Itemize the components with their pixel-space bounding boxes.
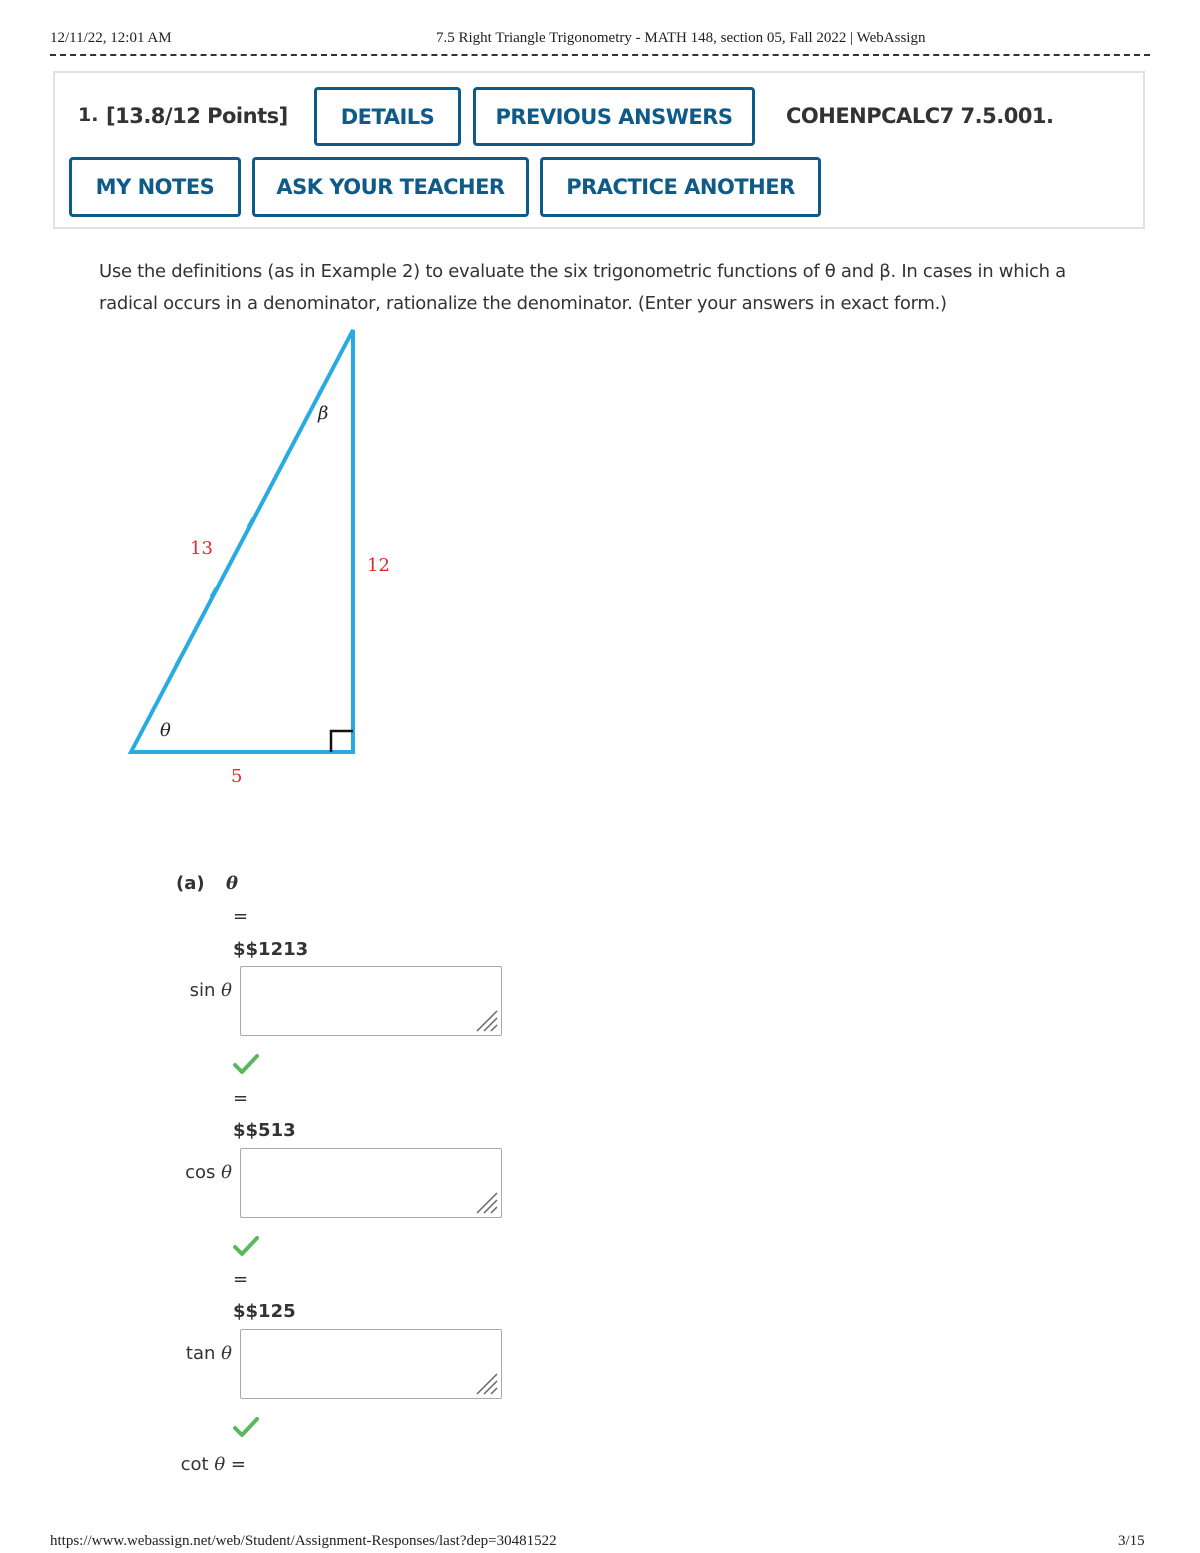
resize-handle-icon[interactable]: [473, 1370, 499, 1396]
instruction-line-2: radical occurs in a denominator, rationalize the denominator. (Enter your answers in exact form.): [99, 293, 947, 314]
tan-answer-input[interactable]: [240, 1329, 502, 1399]
question-points: [13.8/12 Points]: [106, 104, 288, 128]
equals-sign: =: [233, 906, 249, 927]
equals-sign: =: [233, 1088, 249, 1109]
details-button[interactable]: DETAILS: [314, 87, 461, 146]
hypotenuse-label: 13: [190, 538, 213, 559]
correct-check-icon: [232, 1234, 260, 1258]
resize-handle-icon[interactable]: [473, 1007, 499, 1033]
tan-answer-text: $$125: [233, 1301, 296, 1322]
right-angle-marker: [331, 731, 353, 752]
base-label: 5: [231, 766, 243, 787]
ask-your-teacher-button[interactable]: ASK YOUR TEACHER: [252, 157, 529, 217]
print-page-number: 3/15: [1118, 1533, 1145, 1549]
question-id: COHENPCALC7 7.5.001.: [786, 104, 1054, 128]
cos-theta-label: cos θ: [185, 1162, 232, 1183]
part-a-theta: θ: [226, 873, 239, 894]
previous-answers-button[interactable]: PREVIOUS ANSWERS: [473, 87, 755, 146]
print-page-title: 7.5 Right Triangle Trigonometry - MATH 148, section 05, Fall 2022 | WebAssign: [436, 30, 926, 46]
sin-answer-input[interactable]: [240, 966, 502, 1036]
tan-theta-label: tan θ: [185, 1343, 232, 1364]
question-number: 1.: [78, 104, 99, 126]
cos-answer-text: $$513: [233, 1120, 296, 1141]
cos-answer-input[interactable]: [240, 1148, 502, 1218]
part-a-label: (a): [176, 873, 205, 894]
equals-sign: =: [233, 1269, 249, 1290]
theta-angle-label: θ: [160, 720, 171, 741]
sin-answer-text: $$1213: [233, 939, 309, 960]
beta-angle-label: β: [318, 403, 329, 424]
instruction-line-1: Use the definitions (as in Example 2) to evaluate the six trigonometric functions of θ and β. In cases in which a: [99, 261, 1066, 282]
vertical-side-label: 12: [367, 555, 390, 576]
print-datetime: 12/11/22, 12:01 AM: [50, 30, 172, 46]
correct-check-icon: [232, 1415, 260, 1439]
my-notes-button[interactable]: MY NOTES: [69, 157, 241, 217]
print-url: https://www.webassign.net/web/Student/Assignment-Responses/last?dep=30481522: [50, 1533, 557, 1549]
resize-handle-icon[interactable]: [473, 1189, 499, 1215]
sin-theta-label: sin θ: [189, 980, 232, 1001]
correct-check-icon: [232, 1052, 260, 1076]
cot-theta-label: cot θ =: [180, 1454, 246, 1475]
practice-another-button[interactable]: PRACTICE ANOTHER: [540, 157, 821, 217]
